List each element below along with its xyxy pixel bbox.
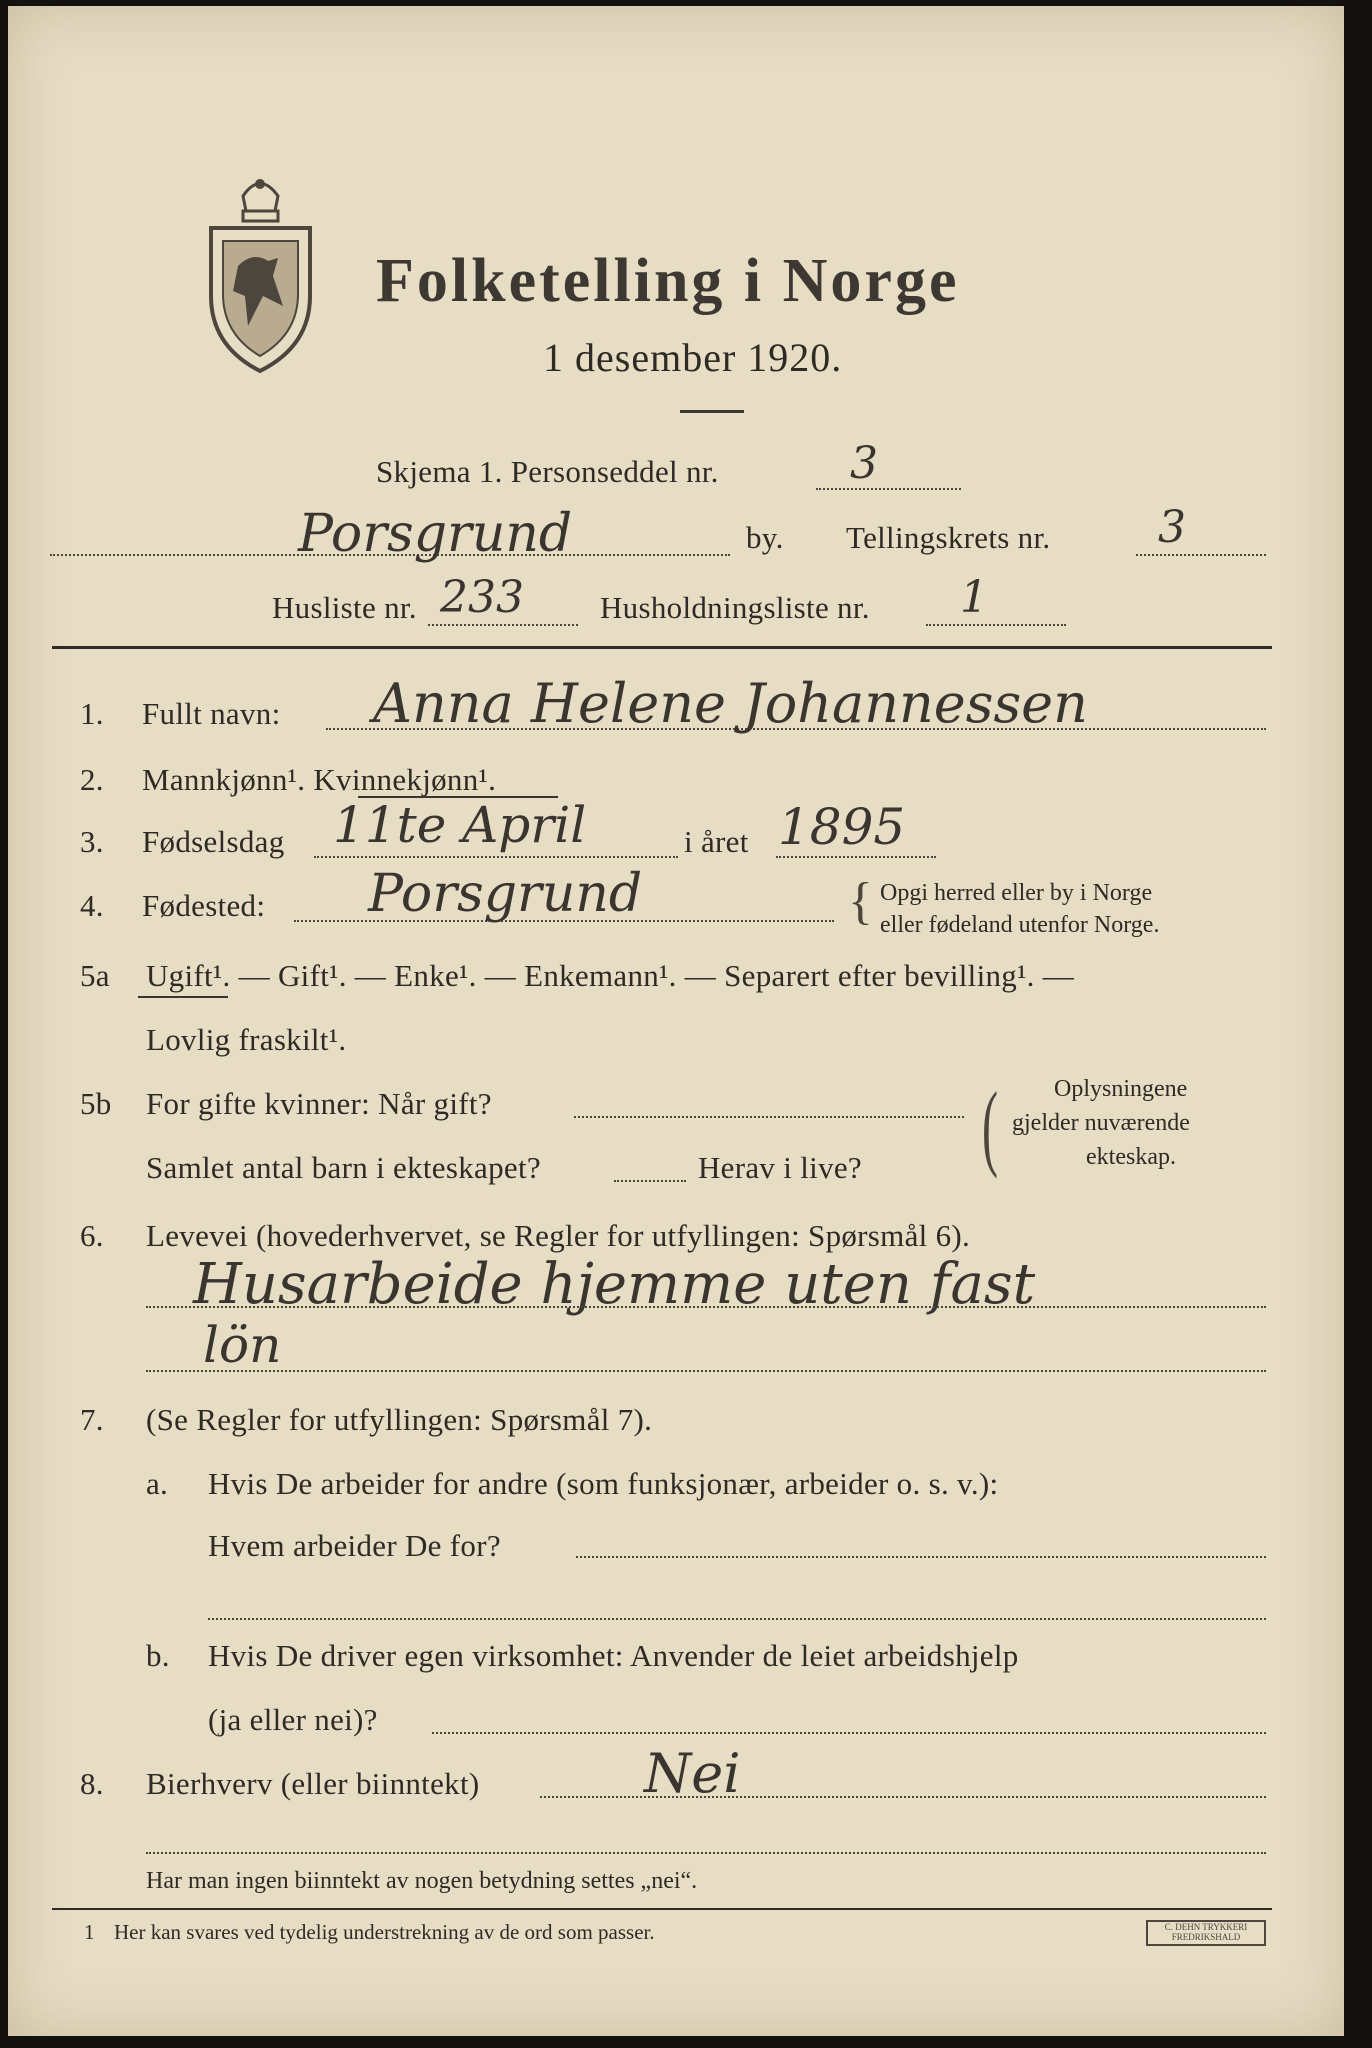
q3-day-line xyxy=(314,856,678,858)
footnote-mark: 1 xyxy=(84,1920,95,1944)
q7b-line xyxy=(432,1732,1266,1734)
coat-of-arms-icon xyxy=(203,166,318,376)
husholdning-label: Husholdningsliste nr. xyxy=(600,590,870,625)
q6-value-1[interactable]: Husarbeide hjemme uten fast xyxy=(193,1252,1036,1317)
footnote-text: Her kan svares ved tydelig understrekning av de ord som passer. xyxy=(114,1920,655,1944)
q5b-note-3: ekteskap. xyxy=(1086,1144,1176,1170)
husholdning-value[interactable]: 1 xyxy=(960,572,988,623)
q6-label: Levevei (hovederhvervet, se Regler for utfyllingen: Spørsmål 6). xyxy=(146,1218,971,1253)
personseddel-value[interactable]: 3 xyxy=(850,438,878,489)
q7a-line-extra xyxy=(208,1618,1266,1620)
tellingskrets-line xyxy=(1136,554,1266,556)
q5b-antal-line xyxy=(614,1180,686,1182)
q7b-line-2: (ja eller nei)? xyxy=(208,1702,378,1737)
q7b-line-1: Hvis De driver egen virksomhet: Anvender de leiet arbeidshjelp xyxy=(208,1638,1019,1673)
q4-note-brace: { xyxy=(848,873,873,930)
q1-value[interactable]: Anna Helene Johannessen xyxy=(373,672,1088,735)
q7a-number: a. xyxy=(146,1466,169,1501)
footer-note: Har man ingen biinntekt av nogen betydning settes „nei“. xyxy=(146,1868,698,1894)
q5b-line-1: For gifte kvinner: Når gift? xyxy=(146,1086,492,1121)
q1-label: Fullt navn: xyxy=(142,696,281,731)
q3-year-line xyxy=(776,856,936,858)
printer-stamp-line-1: C. DEHN TRYKKERI xyxy=(1164,1922,1248,1932)
q6-value-2[interactable]: lön xyxy=(203,1316,282,1374)
husliste-label: Husliste nr. xyxy=(272,590,417,625)
q7a-line xyxy=(576,1556,1266,1558)
q4-number: 4. xyxy=(80,888,104,923)
header-rule xyxy=(52,646,1272,649)
q8-line-extra xyxy=(146,1852,1266,1854)
q5b-note-2: gjelder nuværende xyxy=(1012,1110,1190,1136)
q7-number: 7. xyxy=(80,1402,104,1437)
q5b-line-2a: Samlet antal barn i ekteskapet? xyxy=(146,1150,541,1185)
footer-rule xyxy=(52,1908,1272,1910)
q7-label: (Se Regler for utfyllingen: Spørsmål 7). xyxy=(146,1402,653,1437)
q2-number: 2. xyxy=(80,762,104,797)
by-label: by. xyxy=(746,520,784,555)
husliste-line xyxy=(428,624,578,626)
q5b-line-2b: Herav i live? xyxy=(698,1150,862,1185)
q4-note-1: Opgi herred eller by i Norge xyxy=(880,880,1153,906)
q4-note-2: eller fødeland utenfor Norge. xyxy=(880,912,1160,938)
personseddel-line xyxy=(816,488,961,490)
q6-line-2 xyxy=(146,1370,1266,1372)
q1-number: 1. xyxy=(80,696,104,731)
q5b-nar-gift-line xyxy=(574,1116,964,1118)
q5a-number: 5a xyxy=(80,958,110,993)
skjema-label: Skjema 1. Personseddel nr. xyxy=(376,454,719,489)
form-title: Folketelling i Norge xyxy=(376,247,960,315)
q8-value[interactable]: Nei xyxy=(644,1742,741,1805)
tellingskrets-value[interactable]: 3 xyxy=(1158,502,1186,553)
printer-stamp xyxy=(1146,1920,1266,1946)
q7a-line-1: Hvis De arbeider for andre (som funksjonær, arbeider o. s. v.): xyxy=(208,1466,999,1501)
q6-number: 6. xyxy=(80,1218,104,1253)
q7b-number: b. xyxy=(146,1638,170,1673)
husliste-value[interactable]: 233 xyxy=(440,572,524,623)
q8-label: Bierhverv (eller biinntekt) xyxy=(146,1766,480,1801)
q7a-line-2: Hvem arbeider De for? xyxy=(208,1528,501,1563)
q3-year-value[interactable]: 1895 xyxy=(778,798,906,856)
q5b-note-1: Oplysningene xyxy=(1054,1076,1188,1102)
q3-label: Fødselsdag xyxy=(142,824,285,859)
q3-year-label: i året xyxy=(684,824,749,859)
q3-day-value[interactable]: 11te April xyxy=(333,796,587,854)
tellingskrets-label: Tellingskrets nr. xyxy=(846,520,1051,555)
printer-stamp-line-2: FREDRIKSHALD xyxy=(1171,1932,1241,1942)
census-form-sheet xyxy=(8,6,1344,2036)
q5b-number: 5b xyxy=(80,1086,112,1121)
q2-label: Mannkjønn¹. Kvinnekjønn¹. xyxy=(142,762,497,797)
husholdning-line xyxy=(926,624,1066,626)
q5a-line-2: Lovlig fraskilt¹. xyxy=(146,1022,347,1057)
q8-number: 8. xyxy=(80,1766,104,1801)
q4-value[interactable]: Porsgrund xyxy=(368,864,643,924)
q4-label: Fødested: xyxy=(142,888,266,923)
title-divider xyxy=(680,410,744,413)
form-date: 1 desember 1920. xyxy=(543,335,843,380)
ugift-underline xyxy=(138,996,228,998)
town-value[interactable]: Porsgrund xyxy=(298,504,573,564)
q5a-line-1: Ugift¹. — Gift¹. — Enke¹. — Enkemann¹. — Separert efter bevilling¹. — xyxy=(146,958,1075,993)
q6-line-1 xyxy=(146,1306,1266,1308)
q3-number: 3. xyxy=(80,824,104,859)
q5b-note-brace: ( xyxy=(981,1072,998,1179)
